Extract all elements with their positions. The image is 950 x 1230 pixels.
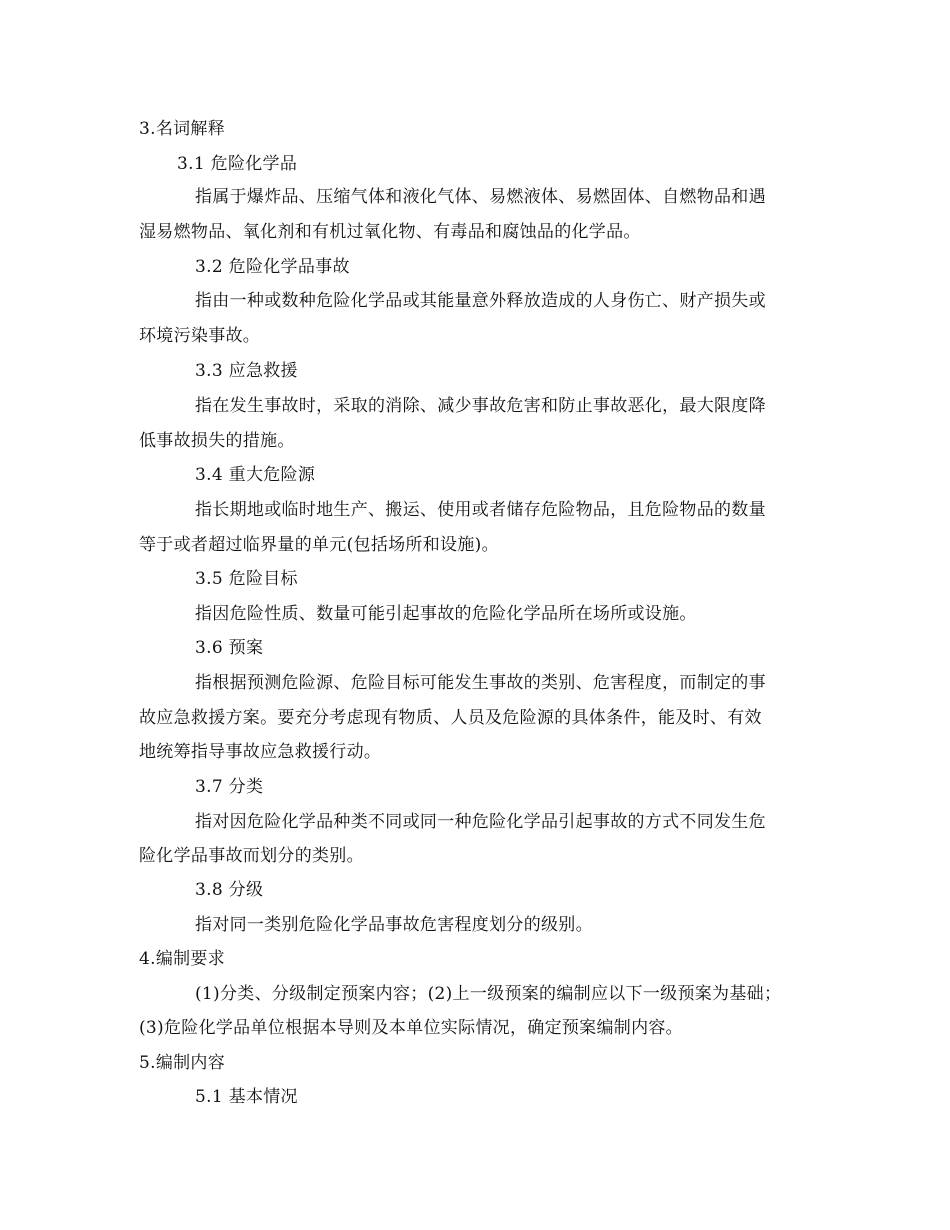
section-3-1-text: 指属于爆炸品、压缩气体和液化气体、易燃液体、易燃固体、自燃物品和遇 <box>195 187 766 207</box>
section-3-heading: 3.名词解释 <box>139 119 226 139</box>
section-4-text: (3)危险化学品单位根据本导则及本单位实际情况，确定预案编制内容。 <box>139 1018 683 1038</box>
section-3-4-text: 等于或者超过临界量的单元(包括场所和设施)。 <box>139 535 499 555</box>
section-3-5-text: 指因危险性质、数量可能引起事故的危险化学品所在场所或设施。 <box>195 604 697 624</box>
section-3-1-title: 3.1 危险化学品 <box>177 154 298 174</box>
section-3-6-text: 故应急救援方案。要充分考虑现有物质、人员及危险源的具体条件，能及时、有效 <box>139 708 762 728</box>
section-3-6-title: 3.6 预案 <box>195 638 264 658</box>
section-3-7-text: 指对因危险化学品种类不同或同一种危险化学品引起事故的方式不同发生危 <box>195 812 766 832</box>
section-3-4-title: 3.4 重大危险源 <box>195 465 316 485</box>
section-3-3-title: 3.3 应急救援 <box>195 361 298 381</box>
section-3-4-text: 指长期地或临时地生产、搬运、使用或者储存危险物品，且危险物品的数量 <box>195 500 766 520</box>
section-3-2-title: 3.2 危险化学品事故 <box>195 257 350 277</box>
section-3-2-text: 指由一种或数种危险化学品或其能量意外释放造成的人身伤亡、财产损失或 <box>195 291 766 311</box>
section-3-8-title: 3.8 分级 <box>195 880 264 900</box>
section-5-1-title: 5.1 基本情况 <box>195 1087 298 1107</box>
section-3-6-text: 地统筹指导事故应急救援行动。 <box>139 742 382 762</box>
section-3-5-title: 3.5 危险目标 <box>195 569 298 589</box>
section-3-3-text: 低事故损失的措施。 <box>139 431 295 451</box>
section-3-3-text: 指在发生事故时，采取的消除、减少事故危害和防止事故恶化，最大限度降 <box>195 396 766 416</box>
section-4-heading: 4.编制要求 <box>139 949 226 969</box>
section-5-heading: 5.编制内容 <box>139 1053 226 1073</box>
section-4-text: (1)分类、分级制定预案内容；(2)上一级预案的编制应以下一级预案为基础； <box>195 984 782 1004</box>
section-3-8-text: 指对同一类别危险化学品事故危害程度划分的级别。 <box>195 915 593 935</box>
section-3-7-title: 3.7 分类 <box>195 777 264 797</box>
section-3-1-text: 湿易燃物品、氧化剂和有机过氧化物、有毒品和腐蚀品的化学品。 <box>139 222 641 242</box>
section-3-2-text: 环境污染事故。 <box>139 326 261 346</box>
section-3-6-text: 指根据预测危险源、危险目标可能发生事故的类别、危害程度，而制定的事 <box>195 673 766 693</box>
section-3-7-text: 险化学品事故而划分的类别。 <box>139 846 364 866</box>
